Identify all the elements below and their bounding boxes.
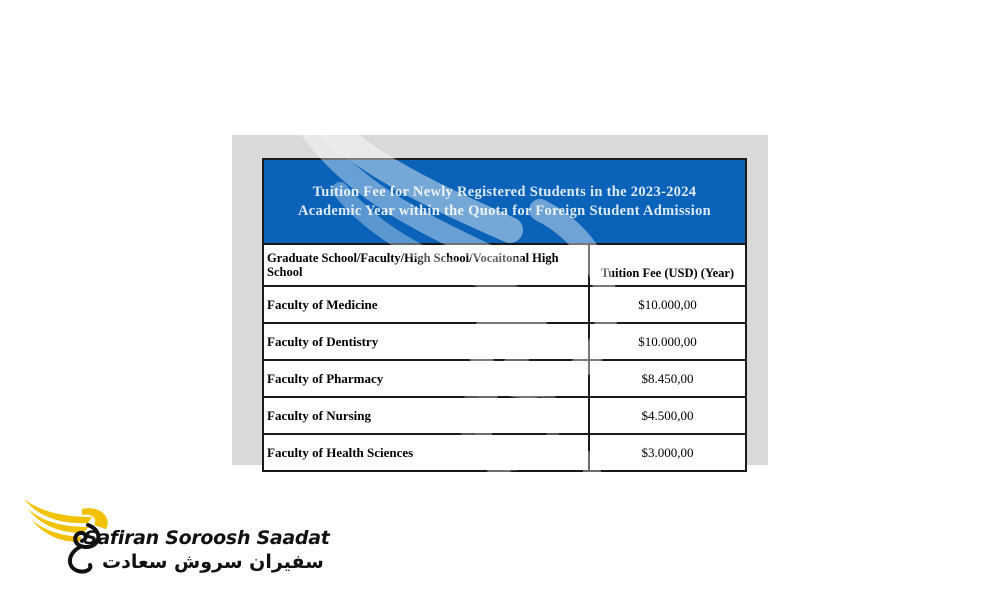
brand-name-english: Safiran Soroosh Saadat <box>84 527 330 549</box>
table-header-row <box>263 244 746 286</box>
fee-cell: $10.000,00 <box>589 286 746 323</box>
fee-cell: $10.000,00 <box>589 323 746 360</box>
table-row <box>263 397 746 434</box>
faculty-cell: Faculty of Nursing <box>263 397 589 434</box>
brand-logo <box>22 495 330 580</box>
table-row <box>263 360 746 397</box>
header-fee: Tuition Fee (USD) (Year) <box>589 244 746 286</box>
faculty-cell: Faculty of Health Sciences <box>263 434 589 471</box>
table-title <box>263 159 746 244</box>
table-row <box>263 286 746 323</box>
table-row <box>263 323 746 360</box>
fee-cell: $3.000,00 <box>589 434 746 471</box>
fee-cell: $8.450,00 <box>589 360 746 397</box>
header-faculty: Graduate School/Faculty/High School/Vocaitonal High School <box>263 244 589 286</box>
table-title-line-1: Tuition Fee for Newly Registered Students in the 2023-2024 <box>312 183 697 200</box>
brand-name-persian: سفیران سروش سعادت <box>102 551 324 573</box>
table-row <box>263 434 746 471</box>
faculty-cell: Faculty of Medicine <box>263 286 589 323</box>
table-title-line-2: Academic Year within the Quota for Foreign Student Admission <box>297 202 711 219</box>
fee-cell: $4.500,00 <box>589 397 746 434</box>
faculty-cell: Faculty of Pharmacy <box>263 360 589 397</box>
faculty-cell: Faculty of Dentistry <box>263 323 589 360</box>
tuition-fee-table <box>262 158 747 472</box>
